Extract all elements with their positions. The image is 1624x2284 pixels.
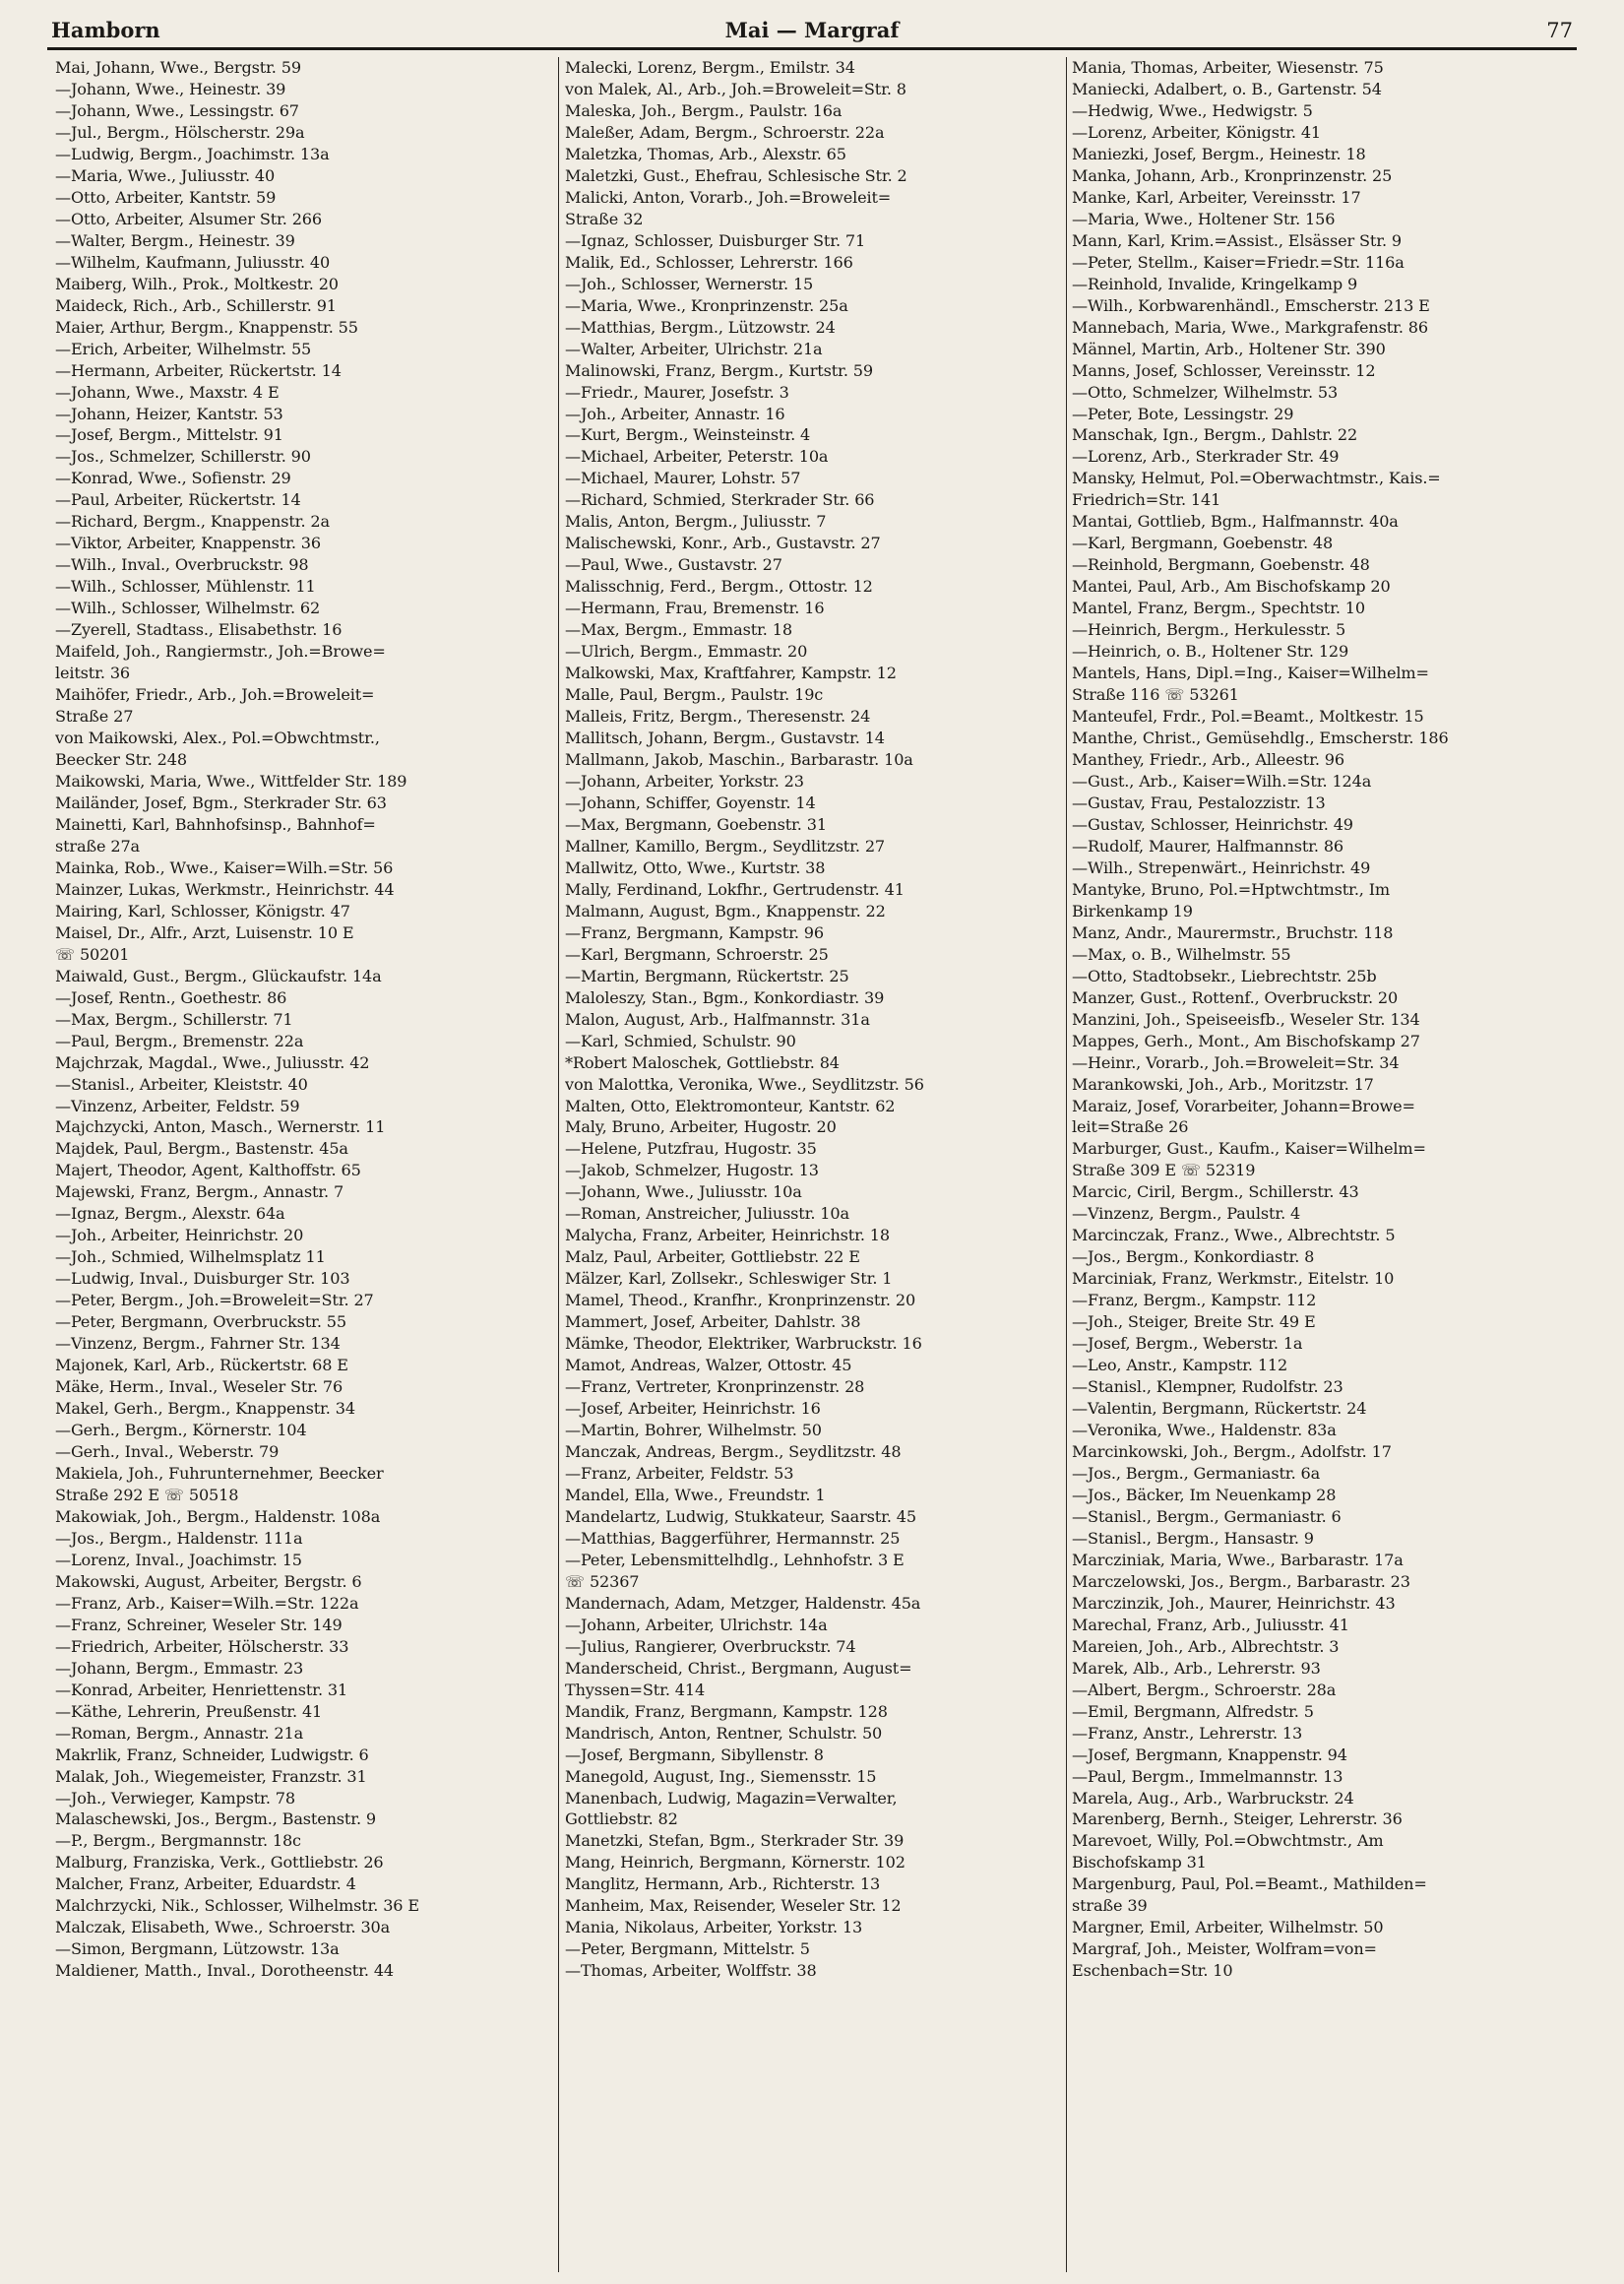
directory-entry: —Paul, Arbeiter, Rückertstr. 14: [55, 490, 301, 510]
directory-entry: Mämke, Theodor, Elektriker, Warbruckstr. 16: [565, 1334, 922, 1354]
directory-entry: Malkowski, Max, Kraftfahrer, Kampstr. 12: [565, 664, 897, 683]
directory-entry: Maihöfer, Friedr., Arb., Joh.=Broweleit=: [55, 685, 375, 705]
directory-entry: Mammert, Josef, Arbeiter, Dahlstr. 38: [565, 1312, 861, 1332]
directory-entry: Malten, Otto, Elektromonteur, Kantstr. 62: [565, 1096, 896, 1115]
directory-entry: —Peter, Lebensmittelhdlg., Lehnhofstr. 3 E: [565, 1550, 905, 1569]
directory-entry: Manthey, Friedr., Arb., Alleestr. 96: [1072, 750, 1344, 769]
directory-entry: —Richard, Schmied, Sterkrader Str. 66: [565, 490, 875, 510]
directory-entry: Marek, Alb., Arb., Lehrerstr. 93: [1072, 1658, 1321, 1678]
directory-entry: —Franz, Bergm., Kampstr. 112: [1072, 1291, 1317, 1310]
directory-entry: —Käthe, Lehrerin, Preußenstr. 41: [55, 1701, 323, 1721]
directory-entry: —Franz, Bergmann, Kampstr. 96: [565, 922, 824, 942]
directory-entry: —Roman, Bergm., Annastr. 21a: [55, 1723, 304, 1743]
directory-entry: Mainetti, Karl, Bahnhofsinsp., Bahnhof=: [55, 814, 376, 834]
directory-entry: leitstr. 36: [55, 664, 130, 683]
directory-entry: Birkenkamp 19: [1072, 901, 1193, 920]
directory-entry: Malycha, Franz, Arbeiter, Heinrichstr. 18: [565, 1226, 890, 1245]
directory-entry: Mantel, Franz, Bergm., Spechtstr. 10: [1072, 599, 1365, 618]
directory-entry: Margner, Emil, Arbeiter, Wilhelmstr. 50: [1072, 1918, 1384, 1937]
directory-entry: Mandernach, Adam, Metzger, Haldenstr. 45a: [565, 1593, 921, 1613]
directory-entry: —Franz, Schreiner, Weseler Str. 149: [55, 1615, 343, 1634]
directory-entry: Marcinczak, Franz., Wwe., Albrechtstr. 5: [1072, 1226, 1396, 1245]
directory-entry: Mandik, Franz, Bergmann, Kampstr. 128: [565, 1701, 888, 1721]
directory-entry: Eschenbach=Str. 10: [1072, 1961, 1233, 1981]
directory-entry: —Johann, Wwe., Lessingstr. 67: [55, 100, 299, 120]
directory-entry: —Otto, Arbeiter, Kantstr. 59: [55, 187, 277, 207]
directory-entry: Malak, Joh., Wiegemeister, Franzstr. 31: [55, 1766, 367, 1786]
directory-entry: Mälzer, Karl, Zollsekr., Schleswiger Str. 1: [565, 1269, 893, 1289]
directory-entry: Thyssen=Str. 414: [565, 1680, 706, 1699]
directory-entry: —Hedwig, Wwe., Hedwigstr. 5: [1072, 100, 1313, 120]
directory-entry: Manenbach, Ludwig, Magazin=Verwalter,: [565, 1788, 898, 1808]
directory-entry: —Michael, Maurer, Lohstr. 57: [565, 469, 801, 488]
directory-entry: Mantyke, Bruno, Pol.=Hptwchtmstr., Im: [1072, 879, 1391, 899]
directory-entry: ☏ 50201: [55, 944, 130, 964]
directory-entry: —Otto, Stadtobsekr., Liebrechtstr. 25b: [1072, 966, 1377, 985]
directory-entry: Manglitz, Hermann, Arb., Richterstr. 13: [565, 1874, 881, 1894]
directory-entry: Maly, Bruno, Arbeiter, Hugostr. 20: [565, 1117, 837, 1137]
directory-entry: Margraf, Joh., Meister, Wolfram=von=: [1072, 1939, 1377, 1959]
directory-entry: Mantei, Paul, Arb., Am Bischofskamp 20: [1072, 577, 1391, 597]
directory-entry: —Gerh., Bergm., Körnerstr. 104: [55, 1421, 307, 1440]
directory-entry: Mäke, Herm., Inval., Weseler Str. 76: [55, 1377, 344, 1397]
page-header: [47, 14, 1577, 50]
directory-entry: Manns, Josef, Schlosser, Vereinsstr. 12: [1072, 360, 1376, 380]
directory-entry: —Gustav, Frau, Pestalozzistr. 13: [1072, 793, 1326, 812]
directory-entry: Malburg, Franziska, Verk., Gottliebstr. 26: [55, 1853, 384, 1872]
directory-column-1: [55, 57, 567, 2262]
directory-entry: —Karl, Schmied, Schulstr. 90: [565, 1031, 796, 1050]
directory-entry: —Stanisl., Arbeiter, Kleiststr. 40: [55, 1074, 308, 1094]
directory-entry: Malik, Ed., Schlosser, Lehrerstr. 166: [565, 252, 853, 272]
directory-entry: —Paul, Wwe., Gustavstr. 27: [565, 555, 782, 575]
directory-entry: Margenburg, Paul, Pol.=Beamt., Mathilden=: [1072, 1874, 1427, 1894]
directory-entry: Mania, Thomas, Arbeiter, Wiesenstr. 75: [1072, 58, 1384, 77]
directory-entry: Mandrisch, Anton, Rentner, Schulstr. 50: [565, 1723, 883, 1743]
directory-entry: —Jakob, Schmelzer, Hugostr. 13: [565, 1161, 819, 1180]
directory-entry: —Peter, Bergm., Joh.=Broweleit=Str. 27: [55, 1291, 374, 1310]
directory-entry: —Erich, Arbeiter, Wilhelmstr. 55: [55, 339, 312, 358]
directory-entry: —Joh., Arbeiter, Annastr. 16: [565, 404, 785, 423]
directory-entry: Maniezki, Josef, Bergm., Heinestr. 18: [1072, 144, 1366, 163]
directory-entry: —Julius, Rangierer, Overbruckstr. 74: [565, 1636, 856, 1656]
directory-entry: Makowiak, Joh., Bergm., Haldenstr. 108a: [55, 1506, 381, 1526]
directory-entry: Malchrzycki, Nik., Schlosser, Wilhelmstr. 36 E: [55, 1896, 419, 1916]
directory-entry: —Joh., Steiger, Breite Str. 49 E: [1072, 1312, 1316, 1332]
directory-entry: —Johann, Schiffer, Goyenstr. 14: [565, 793, 816, 812]
directory-entry: Manderscheid, Christ., Bergmann, August=: [565, 1658, 912, 1678]
header-name-range: Mai — Margraf: [724, 18, 900, 42]
directory-entry: —Peter, Bote, Lessingstr. 29: [1072, 404, 1294, 423]
directory-entry: —Konrad, Wwe., Sofienstr. 29: [55, 469, 291, 488]
directory-entry: —Franz, Arbeiter, Feldstr. 53: [565, 1463, 794, 1483]
directory-entry: —Lorenz, Arbeiter, Königstr. 41: [1072, 122, 1322, 142]
directory-entry: —Simon, Bergmann, Lützowstr. 13a: [55, 1939, 340, 1959]
directory-entry: —Michael, Arbeiter, Peterstr. 10a: [565, 447, 829, 467]
directory-entry: Mairing, Karl, Schlosser, Königstr. 47: [55, 901, 350, 920]
directory-entry: ☏ 52367: [565, 1571, 640, 1591]
directory-entry: —Rudolf, Maurer, Halfmannstr. 86: [1072, 836, 1344, 856]
directory-entry: —Josef, Bergmann, Sibyllenstr. 8: [565, 1745, 824, 1764]
directory-entry: Makiela, Joh., Fuhrunternehmer, Beecker: [55, 1463, 384, 1483]
directory-entry: —Max, Bergm., Emmastr. 18: [565, 620, 792, 640]
directory-entry: —Vinzenz, Bergm., Fahrner Str. 134: [55, 1334, 341, 1354]
directory-entry: Maldiener, Matth., Inval., Dorotheenstr. 44: [55, 1961, 394, 1981]
directory-entry: —Johann, Arbeiter, Ulrichstr. 14a: [565, 1615, 828, 1634]
directory-entry: Marevoet, Willy, Pol.=Obwchtmstr., Am: [1072, 1831, 1384, 1851]
directory-entry: Manschak, Ign., Bergm., Dahlstr. 22: [1072, 425, 1358, 445]
directory-entry: —Johann, Wwe., Maxstr. 4 E: [55, 382, 280, 402]
directory-entry: Malleis, Fritz, Bergm., Theresenstr. 24: [565, 707, 871, 727]
directory-entry: von Maikowski, Alex., Pol.=Obwchtmstr.,: [55, 729, 380, 748]
directory-entry: —Wilh., Schlosser, Wilhelmstr. 62: [55, 599, 321, 618]
directory-entry: —Maria, Wwe., Holtener Str. 156: [1072, 209, 1336, 228]
directory-entry: Mainzer, Lukas, Werkmstr., Heinrichstr. 44: [55, 879, 395, 899]
directory-entry: leit=Straße 26: [1072, 1117, 1189, 1137]
directory-entry: —Walter, Bergm., Heinestr. 39: [55, 230, 295, 250]
directory-entry: —Maria, Wwe., Juliusstr. 40: [55, 165, 276, 185]
directory-entry: Marczelowski, Jos., Bergm., Barbarastr. 23: [1072, 1571, 1410, 1591]
directory-entry: —Vinzenz, Arbeiter, Feldstr. 59: [55, 1096, 300, 1115]
directory-entry: von Malek, Al., Arb., Joh.=Broweleit=Str. 8: [565, 79, 906, 98]
directory-entry: Friedrich=Str. 141: [1072, 490, 1221, 510]
directory-column-2: [565, 57, 1069, 2262]
directory-entry: Majchrzak, Magdal., Wwe., Juliusstr. 42: [55, 1052, 370, 1072]
directory-entry: Malon, August, Arb., Halfmannstr. 31a: [565, 1009, 870, 1029]
directory-entry: Marcziniak, Maria, Wwe., Barbarastr. 17a: [1072, 1550, 1404, 1569]
directory-entry: Mantels, Hans, Dipl.=Ing., Kaiser=Wilhelm=: [1072, 664, 1429, 683]
directory-entry: —Paul, Bergm., Bremenstr. 22a: [55, 1031, 304, 1050]
directory-entry: Maiberg, Wilh., Prok., Moltkestr. 20: [55, 274, 339, 293]
directory-entry: —Franz, Anstr., Lehrerstr. 13: [1072, 1723, 1303, 1743]
directory-entry: —Heinrich, Bergm., Herkulesstr. 5: [1072, 620, 1346, 640]
directory-entry: Marciniak, Franz, Werkmstr., Eitelstr. 10: [1072, 1269, 1395, 1289]
directory-entry: —Franz, Arb., Kaiser=Wilh.=Str. 122a: [55, 1593, 359, 1613]
directory-entry: —Lorenz, Inval., Joachimstr. 15: [55, 1550, 302, 1569]
directory-entry: —Joh., Schmied, Wilhelmsplatz 11: [55, 1247, 326, 1267]
directory-entry: —Kurt, Bergm., Weinsteinstr. 4: [565, 425, 811, 445]
directory-entry: —Wilh., Inval., Overbruckstr. 98: [55, 555, 309, 575]
directory-entry: —Otto, Schmelzer, Wilhelmstr. 53: [1072, 382, 1339, 402]
directory-entry: *Robert Maloschek, Gottliebstr. 84: [565, 1052, 840, 1072]
directory-entry: Mamot, Andreas, Walzer, Ottostr. 45: [565, 1356, 852, 1375]
directory-entry: Makel, Gerh., Bergm., Knappenstr. 34: [55, 1399, 355, 1419]
directory-entry: Mareien, Joh., Arb., Albrechtstr. 3: [1072, 1636, 1340, 1656]
directory-entry: Marcinkowski, Joh., Bergm., Adolfstr. 17: [1072, 1442, 1392, 1461]
directory-entry: straße 27a: [55, 836, 140, 856]
page-number: 77: [1546, 19, 1573, 42]
directory-entry: —Stanisl., Bergm., Germaniastr. 6: [1072, 1506, 1342, 1526]
directory-entry: —Otto, Arbeiter, Alsumer Str. 266: [55, 209, 322, 228]
directory-entry: Mann, Karl, Krim.=Assist., Elsässer Str. 9: [1072, 230, 1403, 250]
directory-entry: Malczak, Elisabeth, Wwe., Schroerstr. 30a: [55, 1918, 391, 1937]
directory-entry: Mallner, Kamillo, Bergm., Seydlitzstr. 27: [565, 836, 886, 856]
directory-entry: —Thomas, Arbeiter, Wolffstr. 38: [565, 1961, 817, 1981]
directory-entry: —Wilh., Korbwarenhändl., Emscherstr. 213 E: [1072, 295, 1430, 315]
directory-entry: straße 39: [1072, 1896, 1148, 1916]
directory-entry: Malischewski, Konr., Arb., Gustavstr. 27: [565, 534, 881, 553]
directory-entry: —Ludwig, Inval., Duisburger Str. 103: [55, 1269, 350, 1289]
directory-entry: —Heinr., Vorarb., Joh.=Broweleit=Str. 34: [1072, 1052, 1400, 1072]
directory-entry: Majdek, Paul, Bergm., Bastenstr. 45a: [55, 1139, 348, 1159]
directory-entry: —Richard, Bergm., Knappenstr. 2a: [55, 512, 330, 532]
directory-entry: Malle, Paul, Bergm., Paulstr. 19c: [565, 685, 824, 705]
directory-entry: —Viktor, Arbeiter, Knappenstr. 36: [55, 534, 321, 553]
directory-entry: Maloleszy, Stan., Bgm., Konkordiastr. 39: [565, 987, 885, 1007]
directory-entry: —Peter, Bergmann, Mittelstr. 5: [565, 1939, 810, 1959]
directory-entry: Manczak, Andreas, Bergm., Seydlitzstr. 48: [565, 1442, 902, 1461]
directory-entry: —Jos., Bergm., Konkordiastr. 8: [1072, 1247, 1315, 1267]
directory-entry: von Malottka, Veronika, Wwe., Seydlitzstr. 56: [565, 1074, 924, 1094]
directory-entry: Marankowski, Joh., Arb., Moritzstr. 17: [1072, 1074, 1374, 1094]
directory-entry: —Jos., Schmelzer, Schillerstr. 90: [55, 447, 311, 467]
directory-entry: —Gustav, Schlosser, Heinrichstr. 49: [1072, 814, 1353, 834]
directory-entry: Gottliebstr. 82: [565, 1809, 678, 1829]
directory-entry: —Jul., Bergm., Hölscherstr. 29a: [55, 122, 305, 142]
directory-entry: —Josef, Bergm., Weberstr. 1a: [1072, 1334, 1303, 1354]
directory-entry: —Matthias, Bergm., Lützowstr. 24: [565, 317, 836, 337]
directory-entry: Mally, Ferdinand, Lokfhr., Gertrudenstr. 41: [565, 879, 905, 899]
directory-entry: Majert, Theodor, Agent, Kalthoffstr. 65: [55, 1161, 361, 1180]
directory-entry: Manke, Karl, Arbeiter, Vereinsstr. 17: [1072, 187, 1361, 207]
directory-entry: —Ulrich, Bergm., Emmastr. 20: [565, 642, 808, 662]
directory-entry: —Max, Bergmann, Goebenstr. 31: [565, 814, 827, 834]
directory-entry: Maideck, Rich., Arb., Schillerstr. 91: [55, 295, 337, 315]
directory-entry: Maraiz, Josef, Vorarbeiter, Johann=Browe=: [1072, 1096, 1415, 1115]
directory-entry: Malz, Paul, Arbeiter, Gottliebstr. 22 E: [565, 1247, 860, 1267]
directory-entry: Mannebach, Maria, Wwe., Markgrafenstr. 86: [1072, 317, 1428, 337]
directory-entry: —Peter, Bergmann, Overbruckstr. 55: [55, 1312, 346, 1332]
directory-entry: —Karl, Bergmann, Schroerstr. 25: [565, 944, 829, 964]
directory-entry: Straße 309 E ☏ 52319: [1072, 1161, 1256, 1180]
directory-entry: —Emil, Bergmann, Alfredstr. 5: [1072, 1701, 1314, 1721]
directory-entry: —Leo, Anstr., Kampstr. 112: [1072, 1356, 1288, 1375]
directory-entry: Mai, Johann, Wwe., Bergstr. 59: [55, 58, 301, 77]
directory-entry: Männel, Martin, Arb., Holtener Str. 390: [1072, 339, 1386, 358]
directory-entry: Malaschewski, Jos., Bergm., Bastenstr. 9: [55, 1809, 377, 1829]
directory-entry: —Joh., Schlosser, Wernerstr. 15: [565, 274, 814, 293]
directory-entry: —Franz, Vertreter, Kronprinzenstr. 28: [565, 1377, 865, 1397]
directory-entry: Mainka, Rob., Wwe., Kaiser=Wilh.=Str. 56: [55, 857, 394, 877]
directory-entry: —Valentin, Bergmann, Rückertstr. 24: [1072, 1399, 1367, 1419]
directory-entry: —Joh., Arbeiter, Heinrichstr. 20: [55, 1226, 304, 1245]
directory-entry: —Vinzenz, Bergm., Paulstr. 4: [1072, 1204, 1301, 1224]
directory-entry: Manzer, Gust., Rottenf., Overbruckstr. 20: [1072, 987, 1399, 1007]
directory-entry: —Karl, Bergmann, Goebenstr. 48: [1072, 534, 1334, 553]
directory-entry: —Ignaz, Bergm., Alexstr. 64a: [55, 1204, 285, 1224]
directory-entry: —Wilhelm, Kaufmann, Juliusstr. 40: [55, 252, 331, 272]
directory-entry: —Josef, Bergmann, Knappenstr. 94: [1072, 1745, 1347, 1764]
directory-entry: Mang, Heinrich, Bergmann, Körnerstr. 102: [565, 1853, 906, 1872]
directory-entry: Makowski, August, Arbeiter, Bergstr. 6: [55, 1571, 362, 1591]
directory-entry: Maisel, Dr., Alfr., Arzt, Luisenstr. 10 E: [55, 922, 354, 942]
directory-entry: —Helene, Putzfrau, Hugostr. 35: [565, 1139, 817, 1159]
directory-entry: Mandel, Ella, Wwe., Freundstr. 1: [565, 1485, 826, 1504]
directory-entry: Manteufel, Frdr., Pol.=Beamt., Moltkestr. 15: [1072, 707, 1424, 727]
directory-entry: —Wilh., Strepenwärt., Heinrichstr. 49: [1072, 857, 1371, 877]
directory-entry: Straße 116 ☏ 53261: [1072, 685, 1239, 705]
directory-entry: Marela, Aug., Arb., Warbruckstr. 24: [1072, 1788, 1354, 1808]
directory-entry: Maikowski, Maria, Wwe., Wittfelder Str. 189: [55, 771, 407, 791]
directory-entry: Manheim, Max, Reisender, Weseler Str. 12: [565, 1896, 902, 1916]
directory-entry: Straße 32: [565, 209, 644, 228]
directory-entry: —Stanisl., Klempner, Rudolfstr. 23: [1072, 1377, 1343, 1397]
directory-entry: —Roman, Anstreicher, Juliusstr. 10a: [565, 1204, 849, 1224]
directory-entry: —Johann, Wwe., Juliusstr. 10a: [565, 1182, 802, 1202]
directory-entry: Manegold, August, Ing., Siemensstr. 15: [565, 1766, 877, 1786]
directory-entry: Marczinzik, Joh., Maurer, Heinrichstr. 43: [1072, 1593, 1396, 1613]
directory-entry: Marburger, Gust., Kaufm., Kaiser=Wilhelm=: [1072, 1139, 1426, 1159]
directory-entry: Mansky, Helmut, Pol.=Oberwachtmstr., Kais.=: [1072, 469, 1441, 488]
directory-entry: —Martin, Bohrer, Wilhelmstr. 50: [565, 1421, 822, 1440]
directory-entry: —Heinrich, o. B., Holtener Str. 129: [1072, 642, 1349, 662]
directory-entry: Maiwald, Gust., Bergm., Glückaufstr. 14a: [55, 966, 382, 985]
directory-entry: Mappes, Gerh., Mont., Am Bischofskamp 27: [1072, 1031, 1420, 1050]
directory-entry: Majewski, Franz, Bergm., Annastr. 7: [55, 1182, 344, 1202]
directory-entry: —Maria, Wwe., Kronprinzenstr. 25a: [565, 295, 848, 315]
directory-entry: Maniecki, Adalbert, o. B., Gartenstr. 54: [1072, 79, 1382, 98]
directory-column-3: [1072, 57, 1584, 2262]
directory-entry: Mallmann, Jakob, Maschin., Barbarastr. 10a: [565, 750, 913, 769]
directory-entry: Mamel, Theod., Kranfhr., Kronprinzenstr. 20: [565, 1291, 916, 1310]
directory-entry: —P., Bergm., Bergmannstr. 18c: [55, 1831, 301, 1851]
directory-entry: Malmann, August, Bgm., Knappenstr. 22: [565, 901, 886, 920]
directory-entry: Manthe, Christ., Gemüsehdlg., Emscherstr. 186: [1072, 729, 1449, 748]
directory-entry: —Joh., Verwieger, Kampstr. 78: [55, 1788, 295, 1808]
directory-entry: Marechal, Franz, Arb., Juliusstr. 41: [1072, 1615, 1349, 1634]
directory-entry: —Johann, Wwe., Heinestr. 39: [55, 79, 286, 98]
directory-entry: Majchzycki, Anton, Masch., Wernerstr. 11: [55, 1117, 386, 1137]
directory-entry: —Walter, Arbeiter, Ulrichstr. 21a: [565, 339, 823, 358]
directory-entry: —Friedrich, Arbeiter, Hölscherstr. 33: [55, 1636, 349, 1656]
directory-entry: —Max, o. B., Wilhelmstr. 55: [1072, 944, 1291, 964]
directory-entry: Bischofskamp 31: [1072, 1853, 1207, 1872]
directory-entry: Majonek, Karl, Arb., Rückertstr. 68 E: [55, 1356, 348, 1375]
directory-entry: Malinowski, Franz, Bergm., Kurtstr. 59: [565, 360, 873, 380]
directory-entry: Mandelartz, Ludwig, Stukkateur, Saarstr. 45: [565, 1506, 916, 1526]
directory-entry: Malisschnig, Ferd., Bergm., Ottostr. 12: [565, 577, 873, 597]
directory-entry: Marenberg, Bernh., Steiger, Lehrerstr. 36: [1072, 1809, 1403, 1829]
directory-entry: Mailänder, Josef, Bgm., Sterkrader Str. 63: [55, 793, 387, 812]
directory-entry: —Jos., Bergm., Haldenstr. 111a: [55, 1528, 303, 1548]
directory-entry: —Jos., Bäcker, Im Neuenkamp 28: [1072, 1485, 1337, 1504]
directory-entry: —Stanisl., Bergm., Hansastr. 9: [1072, 1528, 1314, 1548]
directory-entry: Maier, Arthur, Bergm., Knappenstr. 55: [55, 317, 358, 337]
directory-entry: —Johann, Heizer, Kantstr. 53: [55, 404, 283, 423]
directory-entry: Malecki, Lorenz, Bergm., Emilstr. 34: [565, 58, 855, 77]
directory-entry: Malcher, Franz, Arbeiter, Eduardstr. 4: [55, 1874, 356, 1894]
directory-entry: Manzini, Joh., Speiseeisfb., Weseler Str. 134: [1072, 1009, 1420, 1029]
directory-entry: Malicki, Anton, Vorarb., Joh.=Broweleit=: [565, 187, 892, 207]
directory-entry: —Matthias, Baggerführer, Hermannstr. 25: [565, 1528, 901, 1548]
directory-entry: —Josef, Rentn., Goethestr. 86: [55, 987, 287, 1007]
directory-entry: Mantai, Gottlieb, Bgm., Halfmannstr. 40a: [1072, 512, 1399, 532]
directory-entry: —Paul, Bergm., Immelmannstr. 13: [1072, 1766, 1343, 1786]
header-city: Hamborn: [51, 18, 160, 42]
directory-entry: —Josef, Bergm., Mittelstr. 91: [55, 425, 283, 445]
directory-entry: —Ignaz, Schlosser, Duisburger Str. 71: [565, 230, 866, 250]
directory-entry: Straße 292 E ☏ 50518: [55, 1485, 239, 1504]
directory-entry: Mallitsch, Johann, Bergm., Gustavstr. 14: [565, 729, 885, 748]
directory-entry: —Hermann, Frau, Bremenstr. 16: [565, 599, 825, 618]
directory-entry: —Hermann, Arbeiter, Rückertstr. 14: [55, 360, 342, 380]
directory-entry: Manetzki, Stefan, Bgm., Sterkrader Str. 39: [565, 1831, 905, 1851]
directory-entry: —Albert, Bergm., Schroerstr. 28a: [1072, 1680, 1337, 1699]
directory-entry: Malis, Anton, Bergm., Juliusstr. 7: [565, 512, 827, 532]
directory-entry: Manz, Andr., Maurermstr., Bruchstr. 118: [1072, 922, 1394, 942]
directory-entry: Makrlik, Franz, Schneider, Ludwigstr. 6: [55, 1745, 369, 1764]
directory-entry: —Max, Bergm., Schillerstr. 71: [55, 1009, 293, 1029]
directory-entry: —Josef, Arbeiter, Heinrichstr. 16: [565, 1399, 821, 1419]
directory-entry: —Peter, Stellm., Kaiser=Friedr.=Str. 116a: [1072, 252, 1405, 272]
directory-entry: Straße 27: [55, 707, 134, 727]
directory-entry: Maletzka, Thomas, Arb., Alexstr. 65: [565, 144, 846, 163]
directory-entry: —Wilh., Schlosser, Mühlenstr. 11: [55, 577, 316, 597]
directory-entry: —Gerh., Inval., Weberstr. 79: [55, 1442, 280, 1461]
directory-entry: Beecker Str. 248: [55, 750, 187, 769]
directory-entry: —Gust., Arb., Kaiser=Wilh.=Str. 124a: [1072, 771, 1372, 791]
directory-entry: —Reinhold, Bergmann, Goebenstr. 48: [1072, 555, 1370, 575]
directory-entry: —Jos., Bergm., Germaniastr. 6a: [1072, 1463, 1321, 1483]
directory-entry: Mallwitz, Otto, Wwe., Kurtstr. 38: [565, 857, 826, 877]
directory-entry: —Lorenz, Arb., Sterkrader Str. 49: [1072, 447, 1340, 467]
directory-entry: Maifeld, Joh., Rangiermstr., Joh.=Browe=: [55, 642, 386, 662]
directory-entry: Maletzki, Gust., Ehefrau, Schlesische Str. 2: [565, 165, 907, 185]
directory-entry: —Friedr., Maurer, Josefstr. 3: [565, 382, 789, 402]
directory-entry: Marcic, Ciril, Bergm., Schillerstr. 43: [1072, 1182, 1359, 1202]
directory-entry: —Reinhold, Invalide, Kringelkamp 9: [1072, 274, 1358, 293]
directory-entry: Mania, Nikolaus, Arbeiter, Yorkstr. 13: [565, 1918, 863, 1937]
directory-entry: —Zyerell, Stadtass., Elisabethstr. 16: [55, 620, 343, 640]
directory-entry: Maleßer, Adam, Bergm., Schroerstr. 22a: [565, 122, 885, 142]
directory-entry: —Martin, Bergmann, Rückertstr. 25: [565, 966, 849, 985]
directory-entry: —Konrad, Arbeiter, Henriettenstr. 31: [55, 1680, 348, 1699]
directory-entry: Manka, Johann, Arb., Kronprinzenstr. 25: [1072, 165, 1393, 185]
directory-entry: Maleska, Joh., Bergm., Paulstr. 16a: [565, 100, 843, 120]
directory-entry: —Johann, Bergm., Emmastr. 23: [55, 1658, 304, 1678]
directory-entry: —Ludwig, Bergm., Joachimstr. 13a: [55, 144, 330, 163]
directory-entry: —Veronika, Wwe., Haldenstr. 83a: [1072, 1421, 1337, 1440]
directory-entry: —Johann, Arbeiter, Yorkstr. 23: [565, 771, 804, 791]
